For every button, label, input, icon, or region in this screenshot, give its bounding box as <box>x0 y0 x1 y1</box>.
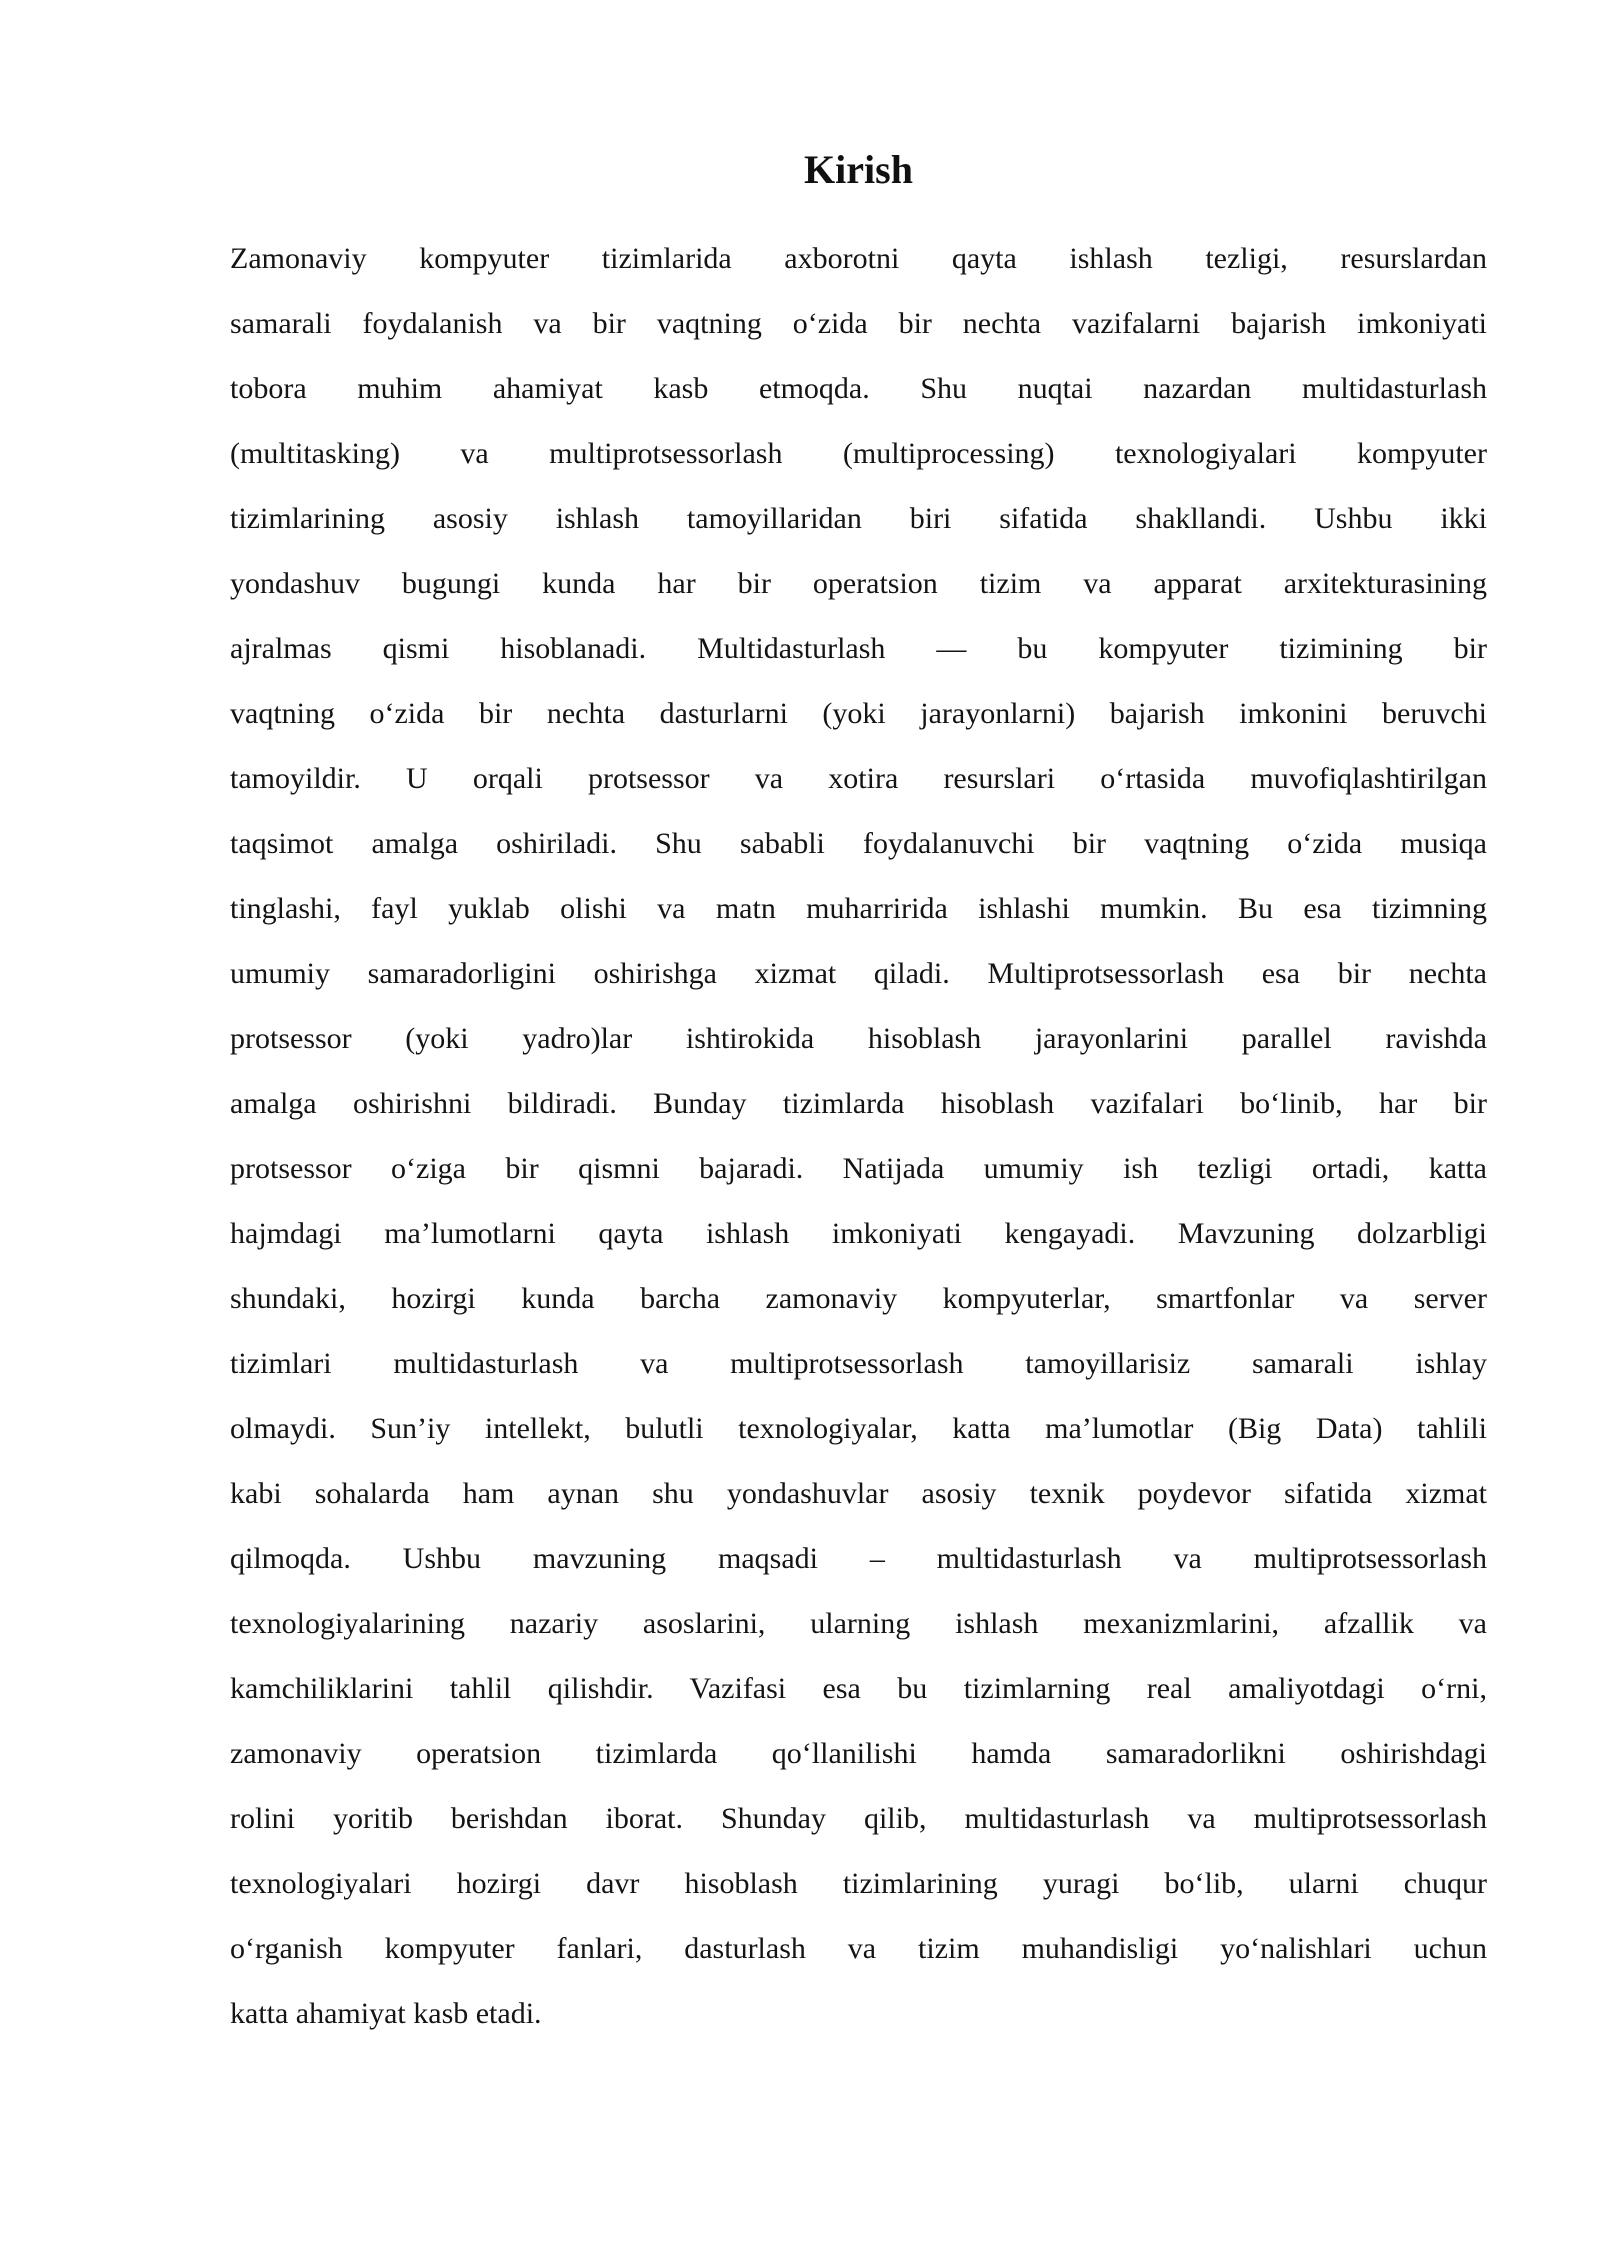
paragraph-line: Zamonaviy kompyuter tizimlarida axborotni qayta ishlash tezligi, resurslardan <box>230 242 1487 275</box>
paragraph-line: kabi sohalarda ham aynan shu yondashuvlar asosiy texnik poydevor sifatida xizmat <box>230 1477 1487 1510</box>
paragraph-line: rolini yoritib berishdan iborat. Shunday qilib, multidasturlash va multiprotsessorlash <box>230 1802 1487 1835</box>
paragraph-line: umumiy samaradorligini oshirishga xizmat qiladi. Multiprotsessorlash esa bir nechta <box>230 957 1487 990</box>
paragraph-line: texnologiyalarining nazariy asoslarini, ularning ishlash mexanizmlarini, afzallik va <box>230 1607 1487 1640</box>
paragraph-line: protsessor (yoki yadro)lar ishtirokida hisoblash jarayonlarini parallel ravishda <box>230 1022 1487 1055</box>
text-column <box>230 0 1487 2046</box>
paragraph-line: yondashuv bugungi kunda har bir operatsion tizim va apparat arxitekturasining <box>230 567 1487 600</box>
paragraph-line: texnologiyalari hozirgi davr hisoblash tizimlarining yuragi bo‘lib, ularni chuqur <box>230 1867 1487 1900</box>
paragraph-line: taqsimot amalga oshiriladi. Shu sababli foydalanuvchi bir vaqtning o‘zida musiqa <box>230 827 1487 860</box>
paragraph-line: amalga oshirishni bildiradi. Bunday tizimlarda hisoblash vazifalari bo‘linib, har bir <box>230 1087 1487 1120</box>
paragraph-line: zamonaviy operatsion tizimlarda qo‘llanilishi hamda samaradorlikni oshirishdagi <box>230 1737 1487 1770</box>
paragraph-line: vaqtning o‘zida bir nechta dasturlarni (yoki jarayonlarni) bajarish imkonini beruvchi <box>230 697 1487 730</box>
paragraph-line: kamchiliklarini tahlil qilishdir. Vazifasi esa bu tizimlarning real amaliyotdagi o‘rni, <box>230 1672 1487 1705</box>
paragraph-line: tobora muhim ahamiyat kasb etmoqda. Shu nuqtai nazardan multidasturlash <box>230 372 1487 405</box>
paragraph-line: o‘rganish kompyuter fanlari, dasturlash va tizim muhandisligi yo‘nalishlari uchun <box>230 1932 1487 1965</box>
paragraph-line: shundaki, hozirgi kunda barcha zamonaviy kompyuterlar, smartfonlar va server <box>230 1282 1487 1315</box>
page-title: Kirish <box>804 147 913 192</box>
paragraph-line: olmaydi. Sun’iy intellekt, bulutli texnologiyalar, katta ma’lumotlar (Big Data) tahlili <box>230 1412 1487 1445</box>
paragraph-line: protsessor o‘ziga bir qismni bajaradi. Natijada umumiy ish tezligi ortadi, katta <box>230 1152 1487 1185</box>
paragraph-line: hajmdagi ma’lumotlarni qayta ishlash imkoniyati kengayadi. Mavzuning dolzarbligi <box>230 1217 1487 1250</box>
paragraph-line: qilmoqda. Ushbu mavzuning maqsadi – multidasturlash va multiprotsessorlash <box>230 1542 1487 1575</box>
paragraph-line: ajralmas qismi hisoblanadi. Multidasturlash — bu kompyuter tizimining bir <box>230 632 1487 665</box>
paragraph-line: katta ahamiyat kasb etadi. <box>230 1997 542 2030</box>
paragraph-line: tizimlarining asosiy ishlash tamoyillaridan biri sifatida shakllandi. Ushbu ikki <box>230 502 1487 535</box>
paragraph-line: tizimlari multidasturlash va multiprotsessorlash tamoyillarisiz samarali ishlay <box>230 1347 1487 1380</box>
paragraph-line: tamoyildir. U orqali protsessor va xotira resurslari o‘rtasida muvofiqlashtirilgan <box>230 762 1487 795</box>
paragraph-line: tinglashi, fayl yuklab olishi va matn muharririda ishlashi mumkin. Bu esa tizimning <box>230 892 1487 925</box>
paragraph-line: (multitasking) va multiprotsessorlash (multiprocessing) texnologiyalari kompyuter <box>230 437 1487 470</box>
intro-paragraph <box>230 226 1487 2046</box>
paragraph-line: samarali foydalanish va bir vaqtning o‘zida bir nechta vazifalarni bajarish imkoniyati <box>230 307 1487 340</box>
